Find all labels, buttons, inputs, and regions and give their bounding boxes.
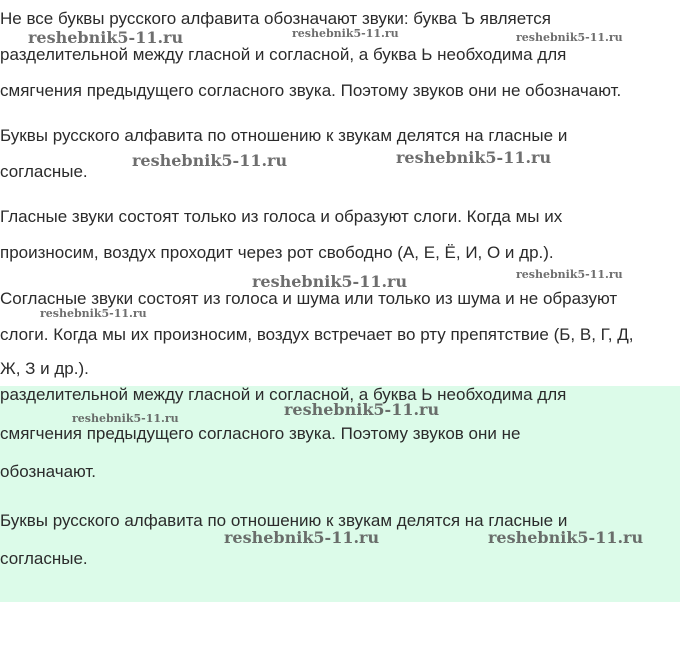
watermark: reshebnik5-11.ru (132, 151, 288, 170)
watermark: reshebnik5-11.ru (516, 268, 623, 281)
watermark: reshebnik5-11.ru (72, 412, 179, 425)
text-line: произносим, воздух проходит через рот свободно (А, Е, Ё, И, О и др.). (0, 243, 554, 262)
text-line: Согласные звуки состоят из голоса и шума или только из шума и не образуют (0, 289, 618, 308)
text-line: Ж, З и др.). (0, 359, 89, 378)
highlight-text-line: согласные. (0, 549, 88, 568)
watermark: reshebnik5-11.ru (488, 528, 644, 547)
text-line: Буквы русского алфавита по отношению к звукам делятся на гласные и (0, 126, 568, 145)
text-line: разделительной между гласной и согласной, а буква Ь необходима для (0, 45, 567, 64)
watermark: reshebnik5-11.ru (396, 148, 552, 167)
watermark: reshebnik5-11.ru (284, 400, 440, 419)
text-line: Не все буквы русского алфавита обозначают звуки: буква Ъ является (0, 9, 551, 28)
text-line: Гласные звуки состоят только из голоса и образуют слоги. Когда мы их (0, 207, 563, 226)
highlight-text-line: смягчения предыдущего согласного звука. Поэтому звуков они не (0, 424, 521, 443)
watermark: reshebnik5-11.ru (40, 307, 147, 320)
watermark: reshebnik5-11.ru (516, 31, 623, 44)
text-line: согласные. (0, 162, 88, 181)
watermark: reshebnik5-11.ru (224, 528, 380, 547)
watermark: reshebnik5-11.ru (252, 272, 408, 291)
highlight-text-line: Буквы русского алфавита по отношению к звукам делятся на гласные и (0, 511, 568, 530)
watermark: reshebnik5-11.ru (28, 28, 184, 47)
watermark: reshebnik5-11.ru (292, 27, 399, 40)
text-line: смягчения предыдущего согласного звука. Поэтому звуков они не обозначают. (0, 81, 622, 100)
text-line: слоги. Когда мы их произносим, воздух встречает во рту препятствие (Б, В, Г, Д, (0, 325, 634, 344)
highlight-text-line: обозначают. (0, 462, 97, 481)
highlight-text-line: разделительной между гласной и согласной, а буква Ь необходима для (0, 385, 567, 404)
